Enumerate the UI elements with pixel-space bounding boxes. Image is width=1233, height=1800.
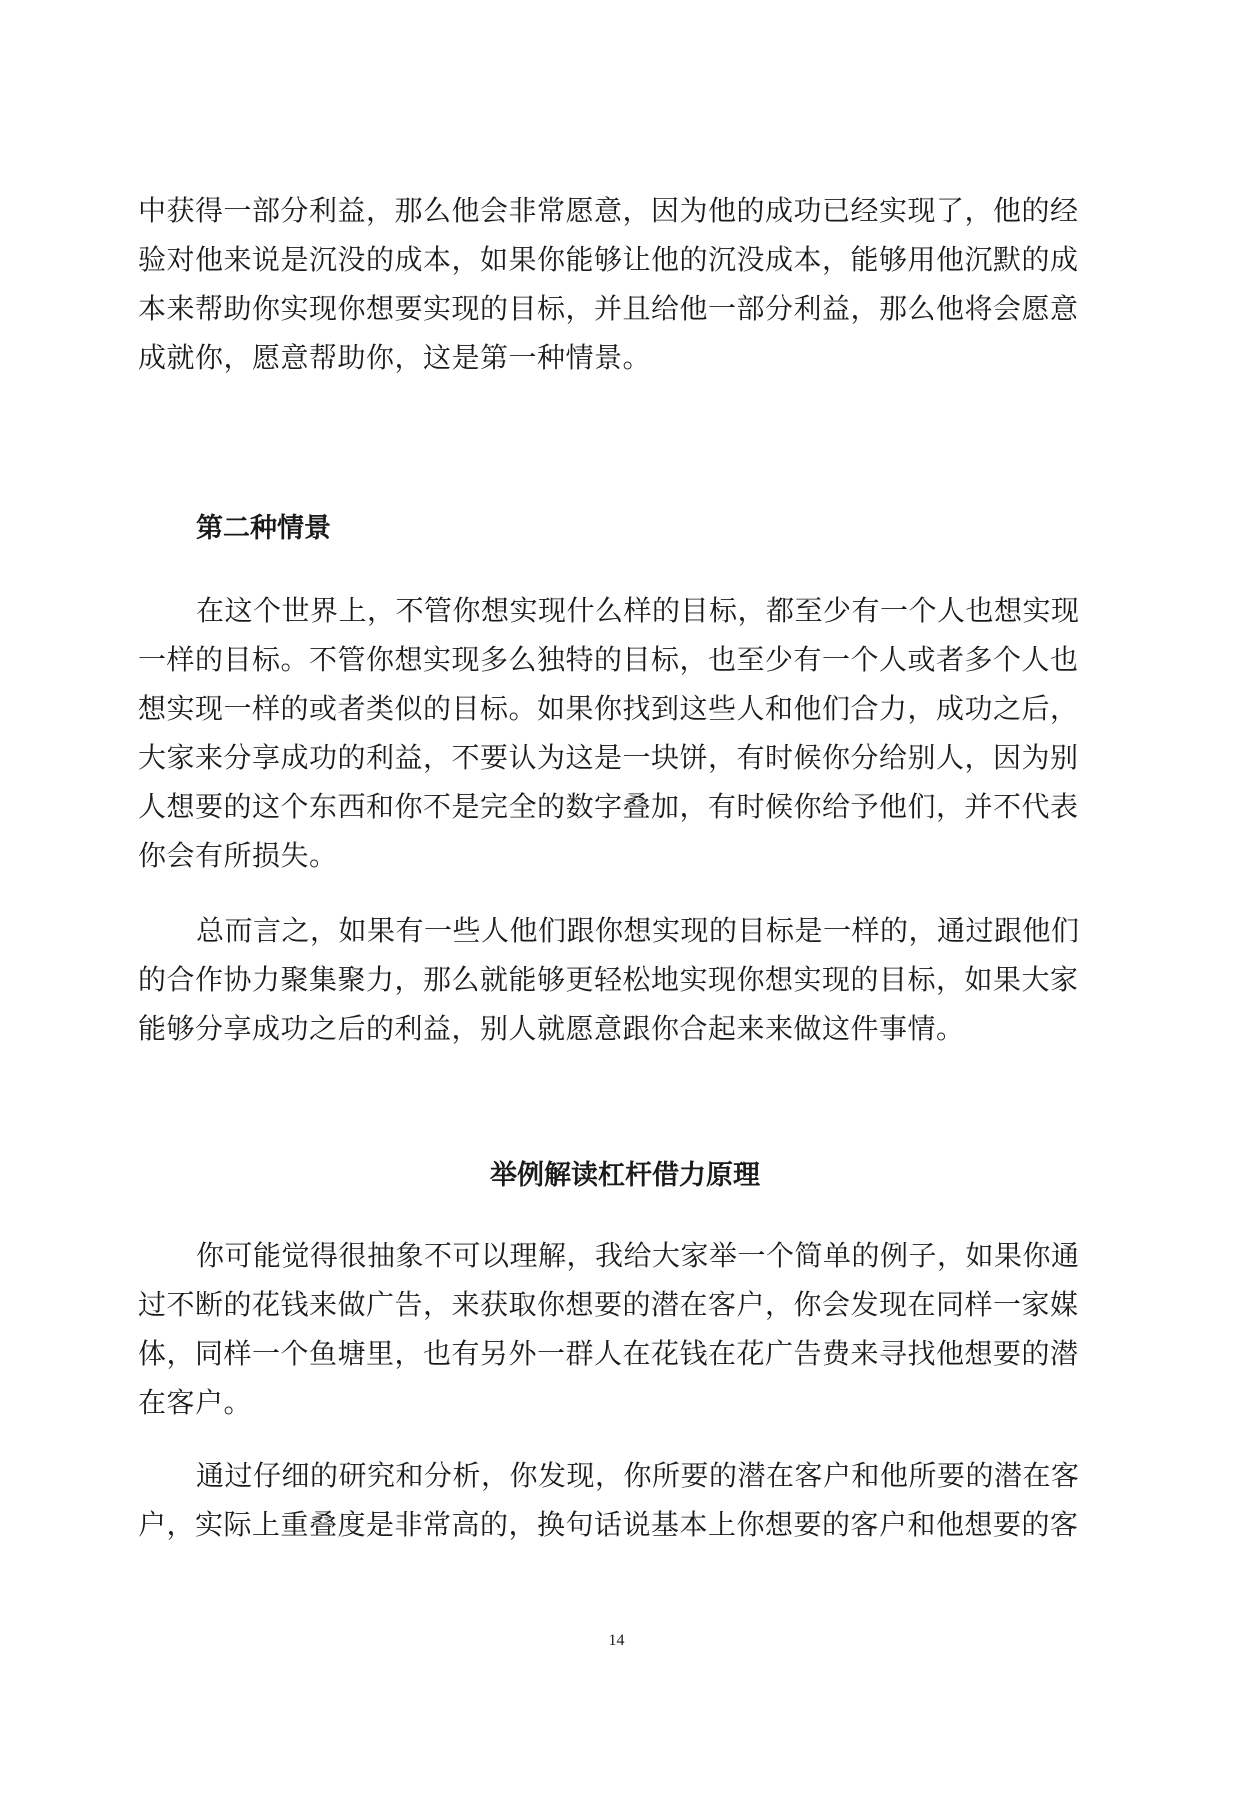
text-line: 成就你，愿意帮助你，这是第一种情景。 [138,341,652,374]
paragraph-5 [138,1451,1078,1549]
text-line: 过不断的花钱来做广告，来获取你想要的潜在客户，你会发现在同样一家媒 [138,1288,1079,1321]
section-heading-lever-example: 举例解读杠杆借力原理 [490,1160,760,1191]
text-line: 体，同样一个鱼塘里，也有另外一群人在花钱在花广告费来寻找他想要的潜 [138,1337,1079,1370]
text-line: 你可能觉得很抽象不可以理解，我给大家举一个简单的例子，如果你通 [196,1239,1080,1272]
page-number: 14 [608,1632,625,1649]
paragraph-2 [138,586,1078,880]
text-line: 验对他来说是沉没的成本，如果你能够让他的沉没成本，能够用他沉默的成 [138,243,1079,276]
text-line: 中获得一部分利益，那么他会非常愿意，因为他的成功已经实现了，他的经 [138,194,1079,227]
text-line: 通过仔细的研究和分析，你发现，你所要的潜在客户和他所要的潜在客 [196,1459,1080,1492]
text-line: 你会有所损失。 [138,839,338,872]
text-line: 一样的目标。不管你想实现多么独特的目标，也至少有一个人或者多个人也 [138,643,1079,676]
text-line: 大家来分享成功的利益，不要认为这是一块饼，有时候你分给别人，因为别 [138,741,1079,774]
text-line: 在客户。 [138,1386,253,1419]
text-line: 在这个世界上，不管你想实现什么样的目标，都至少有一个人也想实现 [196,594,1080,627]
paragraph-1 [138,186,1078,382]
text-line: 本来帮助你实现你想要实现的目标，并且给他一部分利益，那么他将会愿意 [138,292,1079,325]
paragraph-3 [138,906,1078,1053]
text-line: 能够分享成功之后的利益，别人就愿意跟你合起来来做这件事情。 [138,1012,965,1045]
text-line: 户，实际上重叠度是非常高的，换句话说基本上你想要的客户和他想要的客 [138,1508,1079,1541]
text-line: 人想要的这个东西和你不是完全的数字叠加，有时候你给予他们，并不代表 [138,790,1079,823]
paragraph-4 [138,1231,1078,1427]
text-line: 总而言之，如果有一些人他们跟你想实现的目标是一样的，通过跟他们 [196,914,1080,947]
text-line: 想实现一样的或者类似的目标。如果你找到这些人和他们合力，成功之后， [138,692,1079,725]
text-line: 的合作协力聚集聚力，那么就能够更轻松地实现你想实现的目标，如果大家 [138,963,1079,996]
section-heading-scenario-two: 第二种情景 [196,513,331,544]
